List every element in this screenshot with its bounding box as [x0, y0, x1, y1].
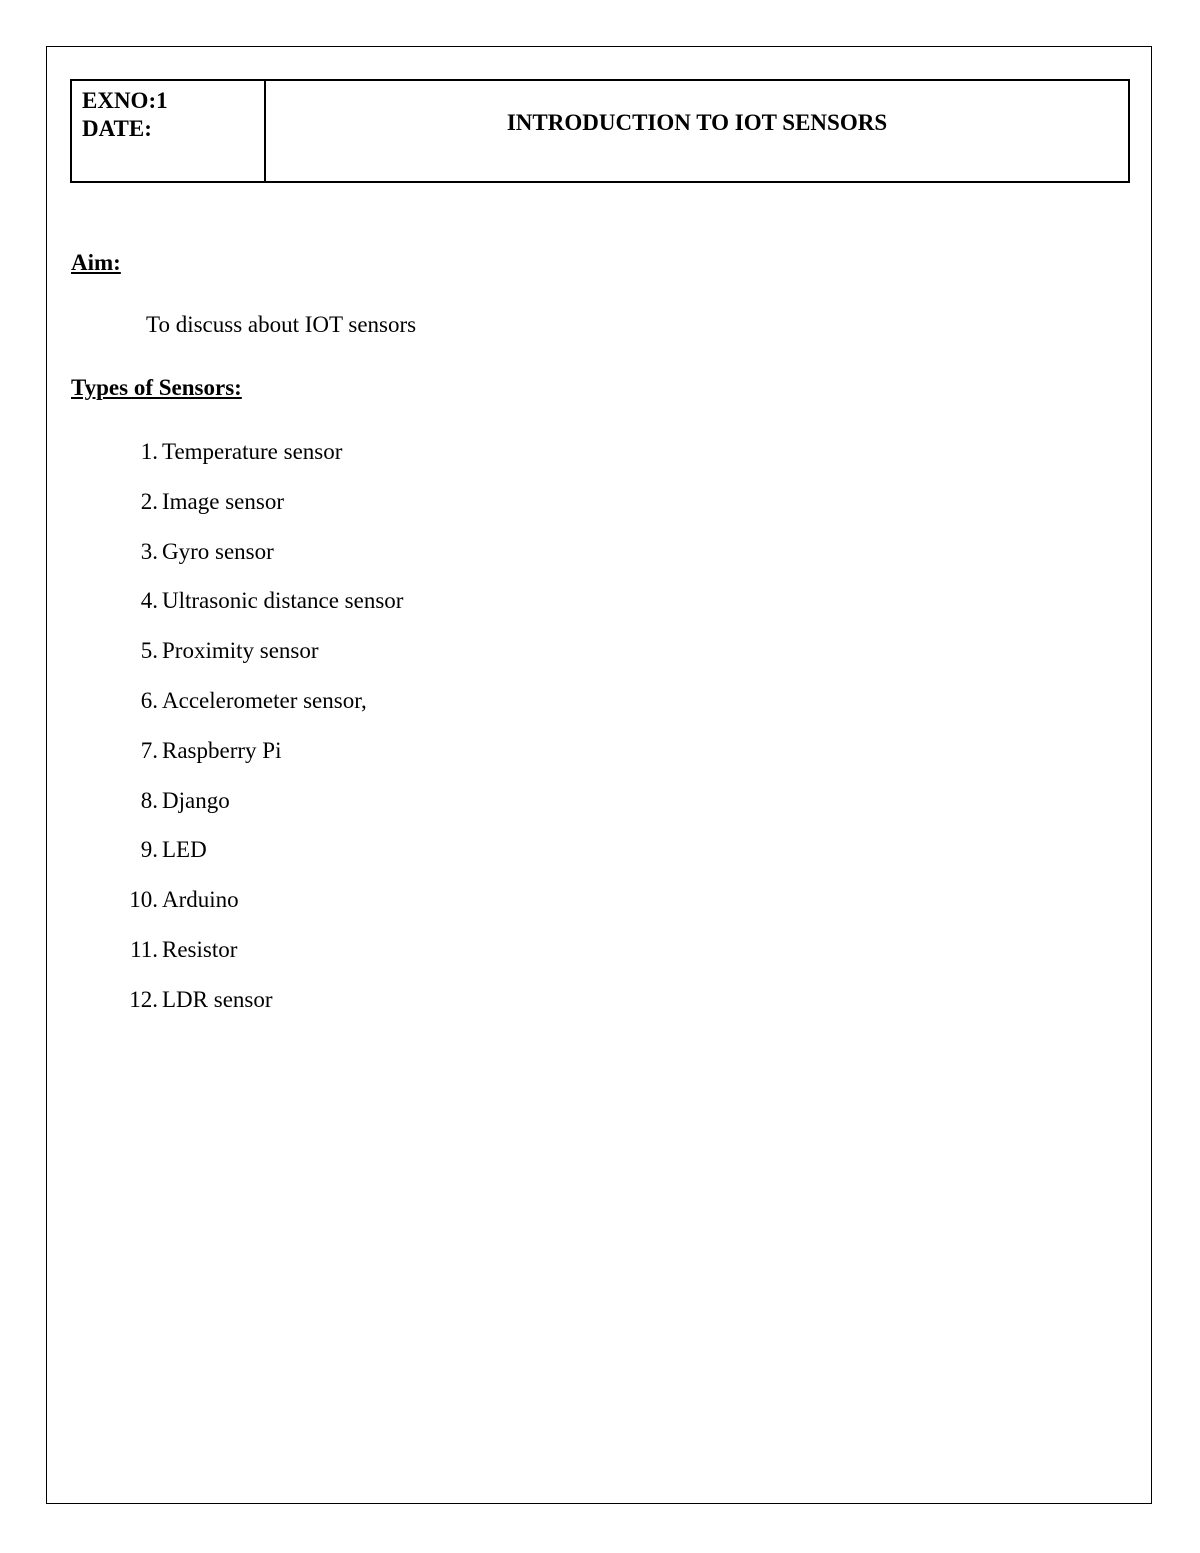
sensor-list	[100, 437, 403, 1035]
aim-heading: Aim:	[71, 250, 121, 275]
list-item	[100, 537, 403, 587]
list-item-number: 3.	[140, 538, 158, 564]
list-item-number: 6.	[140, 687, 158, 713]
list-item	[100, 786, 403, 836]
list-item	[100, 985, 403, 1035]
list-item	[100, 636, 403, 686]
list-item-label: Django	[162, 787, 230, 813]
list-item-number: 4.	[140, 588, 158, 614]
list-item-label: Arduino	[162, 887, 239, 913]
list-item-label: Proximity sensor	[162, 638, 319, 664]
aim-text: To discuss about IOT sensors	[146, 312, 417, 337]
list-item-number: 8.	[140, 787, 158, 813]
list-item-label: Image sensor	[162, 488, 284, 514]
list-item-number: 5.	[140, 638, 158, 664]
list-item-number: 12.	[129, 986, 158, 1012]
list-item-label: Resistor	[162, 936, 238, 962]
list-item-label: Accelerometer sensor,	[162, 687, 367, 713]
list-item-label: Ultrasonic distance sensor	[162, 588, 404, 614]
list-item-number: 9.	[140, 837, 158, 863]
list-item-label: LED	[162, 837, 207, 863]
list-item-label: Raspberry Pi	[162, 737, 282, 763]
page-title: INTRODUCTION TO IOT SENSORS	[506, 110, 888, 135]
list-item	[100, 686, 403, 736]
header-title-cell	[266, 81, 1128, 181]
list-item-label: Temperature sensor	[162, 439, 343, 464]
list-item	[100, 935, 403, 985]
list-item-number: 11.	[130, 936, 158, 962]
types-heading: Types of Sensors:	[71, 375, 242, 400]
list-item-number: 2.	[140, 488, 158, 514]
list-item	[100, 487, 403, 537]
list-item	[100, 835, 403, 885]
list-item-number: 1.	[140, 439, 158, 464]
list-item-label: LDR sensor	[162, 986, 273, 1012]
list-item	[100, 885, 403, 935]
date-label: DATE:	[82, 116, 152, 141]
list-item-number: 7.	[140, 737, 158, 763]
list-item	[100, 736, 403, 786]
list-item	[100, 437, 403, 487]
header-left-cell	[72, 81, 266, 181]
header-table	[70, 79, 1130, 183]
list-item-number: 10.	[129, 887, 158, 913]
list-item	[100, 586, 403, 636]
exno-label: EXNO:1	[82, 88, 168, 113]
list-item-label: Gyro sensor	[162, 538, 274, 564]
